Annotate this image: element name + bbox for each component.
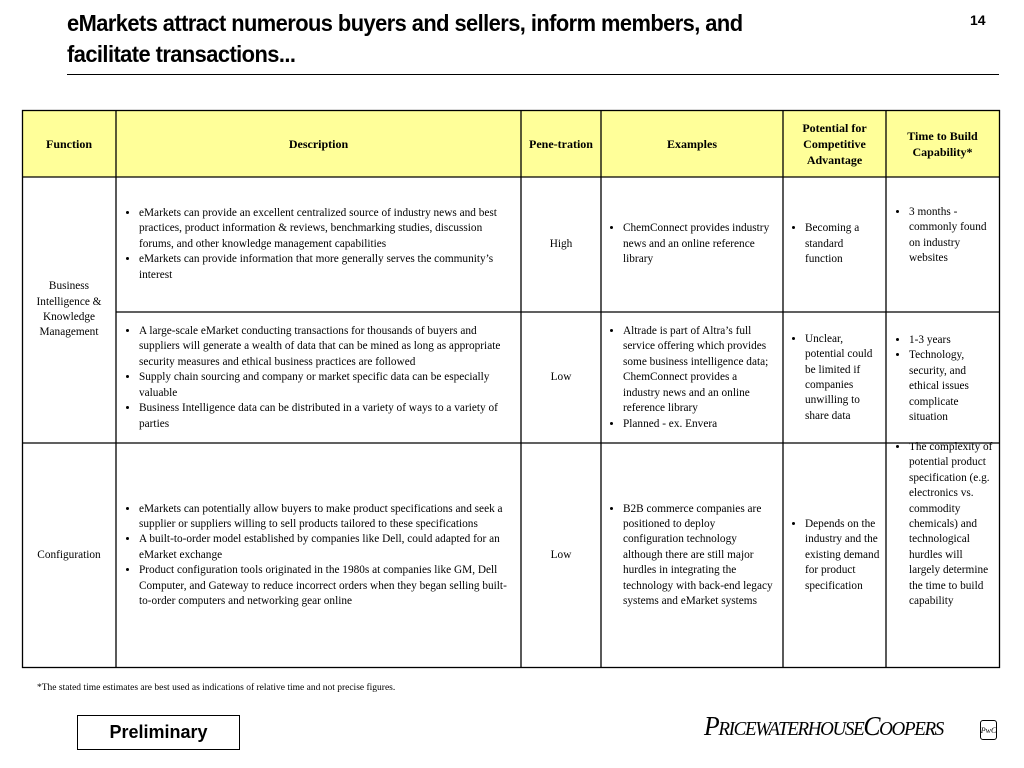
list-item: • The complexity of potential product specification (e.g. electronics vs. commodity chemicals) and technological hurdles will largely determine the time to build capability xyxy=(909,440,993,609)
list-item: • Planned - ex. Envera xyxy=(623,417,775,432)
list-item: • Depends on the industry and the existing demand for product specification xyxy=(805,517,880,594)
function-business-intelligence: Business Intelligence & Knowledge Management xyxy=(36,280,102,339)
list-item: • Unclear, potential could be limited if companies unwilling to share data xyxy=(805,332,880,424)
list-item: • Altrade is part of Altra’s full service offering which provides some business intelligence data; ChemConnect provides a industry news and an online reference library xyxy=(623,324,775,416)
list-item: • eMarkets can provide information that more generally serves the community’s interest xyxy=(139,252,513,283)
row1-examples xyxy=(601,177,783,312)
header-examples: Examples xyxy=(601,110,783,177)
function-configuration: Configuration xyxy=(37,548,101,561)
list-item: • 3 months - commonly found on industry websites xyxy=(909,205,991,267)
list-item: • ChemConnect provides industry news and an online reference library xyxy=(623,221,775,267)
row1-penetration: High xyxy=(549,237,573,250)
list-item: • Product configuration tools originated in the 1980s at companies like GM, Dell Computer, and Gateway to reduce incorrect orders when they began selling built-to-order computers and networking gear online xyxy=(139,563,511,609)
list-item: • 1-3 years xyxy=(909,333,993,348)
list-item: • Becoming a standard function xyxy=(805,221,880,267)
list-item: • eMarkets can provide an excellent centralized source of industry news and best practices, product information & reviews, benchmarking studies, discussion forums, and other knowledge management capabilities xyxy=(139,206,513,252)
header-penetration: Pene-tration xyxy=(521,110,601,177)
header-description: Description xyxy=(116,110,521,177)
list-item: • Business Intelligence data can be distributed in a variety of ways to a variety of parties xyxy=(139,401,515,432)
row3-potential xyxy=(783,443,886,668)
list-item: • B2B commerce companies are positioned to deploy configuration technology although there are still major hurdles in integrating the technology with back-end legacy systems and eMarket systems xyxy=(623,502,775,610)
list-item: • A large-scale eMarket conducting transactions for thousands of buyers and suppliers will generate a wealth of data that can be mined as long as appropriate security measures and ethical business practices are followed xyxy=(139,324,515,370)
row3-time xyxy=(886,440,999,670)
list-item: • Supply chain sourcing and company or market specific data can be especially valuable xyxy=(139,370,515,401)
preliminary-label: Preliminary xyxy=(77,715,240,750)
footnote: *The stated time estimates are best used as indications of relative time and not precise figures. xyxy=(37,683,396,693)
row2-description xyxy=(116,313,521,443)
row3-penetration: Low xyxy=(550,548,572,561)
header-function: Function xyxy=(22,110,116,177)
list-item: • eMarkets can potentially allow buyers to make product specifications and seek a supplier or suppliers willing to sell products tailored to these specifications xyxy=(139,502,511,533)
row3-description xyxy=(116,443,521,668)
row1-time xyxy=(886,205,999,305)
row2-time xyxy=(886,333,999,433)
page-title: eMarkets attract numerous buyers and sellers, inform members, and facilitate transactions... xyxy=(67,10,743,67)
list-item: • Technology, security, and ethical issues complicate situation xyxy=(909,348,993,425)
header-potential: Potential for Competitive Advantage xyxy=(783,110,886,177)
row2-potential xyxy=(783,313,886,443)
title-rule xyxy=(67,74,999,75)
page-number: 14 xyxy=(970,12,986,28)
seal-icon: PwC xyxy=(980,720,997,740)
row1-description xyxy=(116,177,521,312)
row3-examples xyxy=(601,443,783,668)
pwc-logo: PRICEWATERHOUSECOOPERS xyxy=(704,711,943,741)
list-item: • A built-to-order model established by companies like Dell, could adapted for an eMarket exchange xyxy=(139,532,511,563)
row1-potential xyxy=(783,177,886,312)
row2-examples xyxy=(601,313,783,443)
header-time: Time to Build Capability* xyxy=(886,110,999,177)
row2-penetration: Low xyxy=(550,371,572,384)
